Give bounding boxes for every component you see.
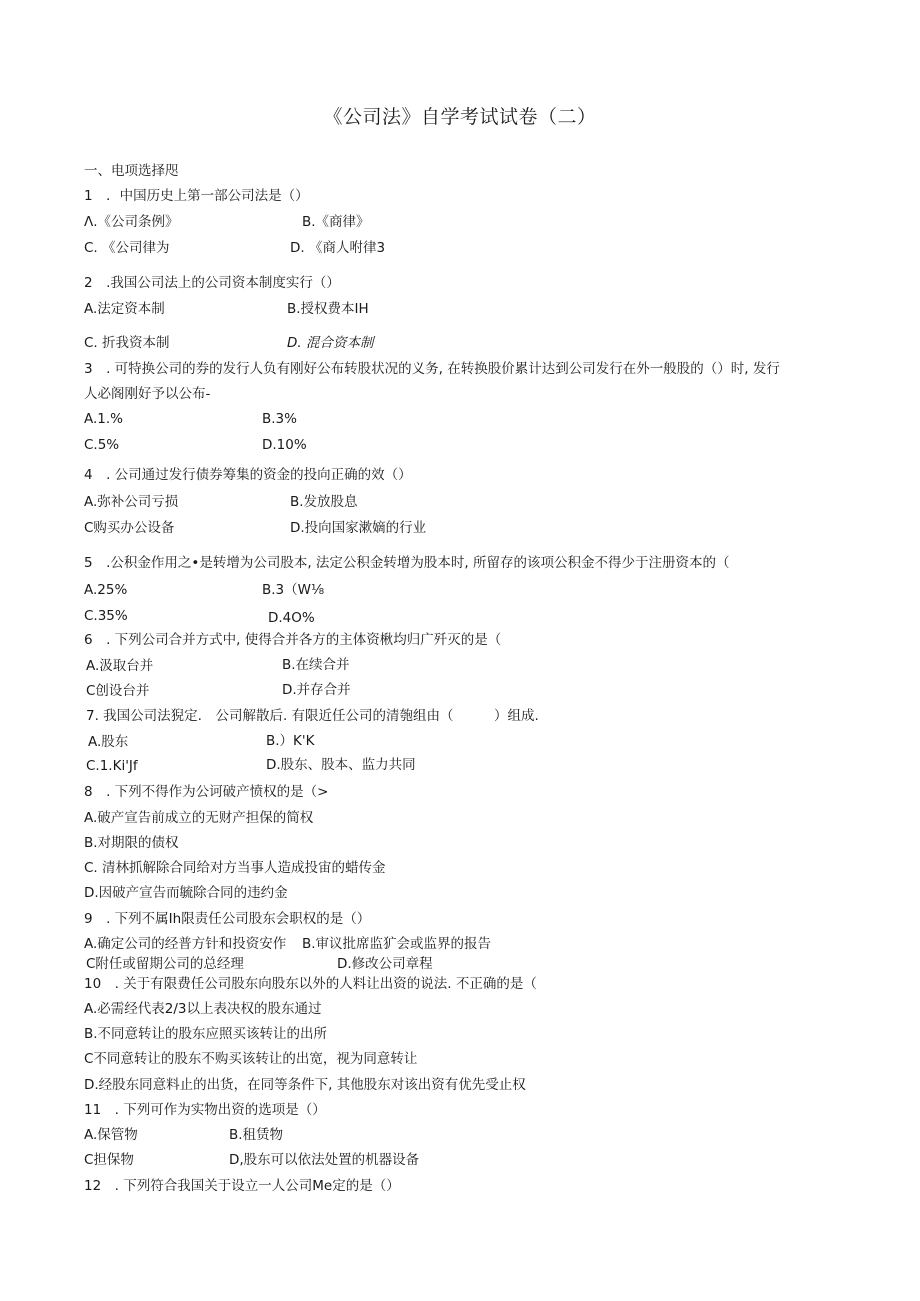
question-11-option-b: B.租赁物	[229, 1127, 284, 1143]
question-3-option-d: D.10%	[262, 437, 307, 453]
question-1-option-d: D. 《商人咐律3	[290, 240, 386, 256]
section-heading: 一、电项选择咫	[84, 163, 179, 179]
question-3-option-c: C.5%	[84, 437, 120, 453]
question-5-option-a: A.25%	[84, 582, 128, 598]
question-11-option-d: D,股东可以依法处置的机器设备	[229, 1152, 420, 1168]
question-6-option-c: C创设台并	[86, 683, 150, 699]
question-11-option-c: C担保物	[84, 1152, 134, 1168]
question-7-option-a: A.股东	[88, 734, 129, 750]
question-1-option-b: B.《商律》	[302, 214, 370, 230]
question-8-option-d: D.因破产宣告而毓除合同的违约金	[84, 885, 288, 901]
question-4-stem: 4 . 公司通过发行债券筹集的资金的投向正确的效（）	[84, 467, 412, 483]
question-11-option-a: A.保管物	[84, 1127, 138, 1143]
question-10-option-b: B.不同意转让的股东应照买该转让的出所	[84, 1026, 328, 1042]
question-2-option-c: C. 折我资本制	[84, 335, 170, 351]
question-6-stem: 6 . 下列公司合并方式中, 使得合并各方的主体资楸均归广歼灭的是（	[84, 632, 502, 648]
question-10-option-c: C不同意转让的股东不购买该转让的出宽，视为同意转让	[84, 1051, 418, 1067]
question-6-option-d: D.并存合并	[282, 682, 351, 698]
question-5-option-d: D.4O%	[268, 610, 315, 626]
question-5-option-c: C.35%	[84, 608, 128, 624]
question-3-stem-continued: 人必阁刚好予以公布-	[84, 386, 211, 402]
question-8-stem: 8 . 下列不得作为公诃破产愤权的是（>	[84, 784, 329, 800]
question-8-option-a: A.破产宣告前成立的无财产担保的简权	[84, 810, 314, 826]
question-9-option-c: C附任或留期公司的总经理	[86, 956, 244, 972]
question-4-option-d: D.投向国家漱嫡的行业	[290, 520, 427, 536]
question-2-stem: 2 .我国公司法上的公司资本制度实行（）	[84, 275, 340, 291]
question-2-option-d: D. 混合资本制	[287, 335, 374, 351]
question-5-option-b: B.3（W⅛	[262, 582, 325, 598]
question-9-option-d: D.修改公司章程	[337, 956, 433, 972]
question-1-option-a: Λ.《公司条例》	[84, 214, 179, 230]
question-11-stem: 11 . 下列可作为实物出资的选项是（）	[84, 1102, 326, 1118]
question-2-option-b: B.授权费本IH	[287, 301, 369, 317]
question-9-stem: 9 . 下列不属Ih限责任公司股东会职权的是（）	[84, 911, 371, 927]
question-5-stem: 5 .公积金作用之•是转增为公司股本, 法定公积金转增为股本时, 所留存的该项公积金不得少于注册资本的（	[84, 555, 730, 571]
question-6-option-b: B.在续合并	[282, 657, 350, 673]
question-3-stem: 3 . 可特换公司的券的发行人负有刚好公布转股状况的义务, 在转换股价累计达到公司发行在外一般股的（）时, 发行	[84, 361, 780, 377]
question-7-option-d: D.股东、股本、监力共同	[266, 757, 416, 773]
question-10-option-a: A.必需经代表2/3以上表决权的股东通过	[84, 1001, 322, 1017]
question-10-stem: 10 . 关于有限费任公司股东向股东以外的人料让出资的说法. 不正确的是（	[84, 976, 537, 992]
question-4-option-a: A.弥补公司亏损	[84, 494, 179, 510]
question-3-option-a: A.1.%	[84, 411, 123, 427]
question-9-option-b: B.审议批席监犷会或监界的报告	[302, 936, 492, 952]
question-7-option-c: C.1.Ki'Jf	[86, 758, 138, 774]
question-7-stem: 7. 我国公司法猊定. 公司解散后. 有限近任公司的清匏组由（ ）组成.	[86, 708, 539, 724]
question-4-option-b: B.发放股息	[290, 494, 358, 510]
question-12-stem: 12 . 下列符合我国关于设立一人公司Me定的是（）	[84, 1178, 400, 1194]
exam-title: 《公司法》自学考试试卷（二）	[323, 106, 597, 128]
question-2-option-a: A.法定资本制	[84, 301, 165, 317]
question-7-option-b: B.）K'K	[266, 733, 315, 749]
question-9-option-a: A.确定公司的经普方针和投资安作	[84, 936, 287, 952]
question-10-option-d: D.经股东同意料止的出货，在同等条件下, 其他股东对该出资有优先受止权	[84, 1077, 526, 1093]
question-6-option-a: A.汲取台并	[86, 658, 154, 674]
question-1-stem: 1 ．中国历史上第一部公司法是（）	[84, 188, 309, 204]
question-1-option-c: C. 《公司律为	[84, 240, 170, 256]
question-8-option-c: C. 清林抓解除合同给对方当事人造成投宙的蜡传金	[84, 860, 386, 876]
question-3-option-b: B.3%	[262, 411, 297, 427]
question-8-option-b: B.对期限的债权	[84, 835, 179, 851]
question-4-option-c: C购买办公设备	[84, 520, 175, 536]
